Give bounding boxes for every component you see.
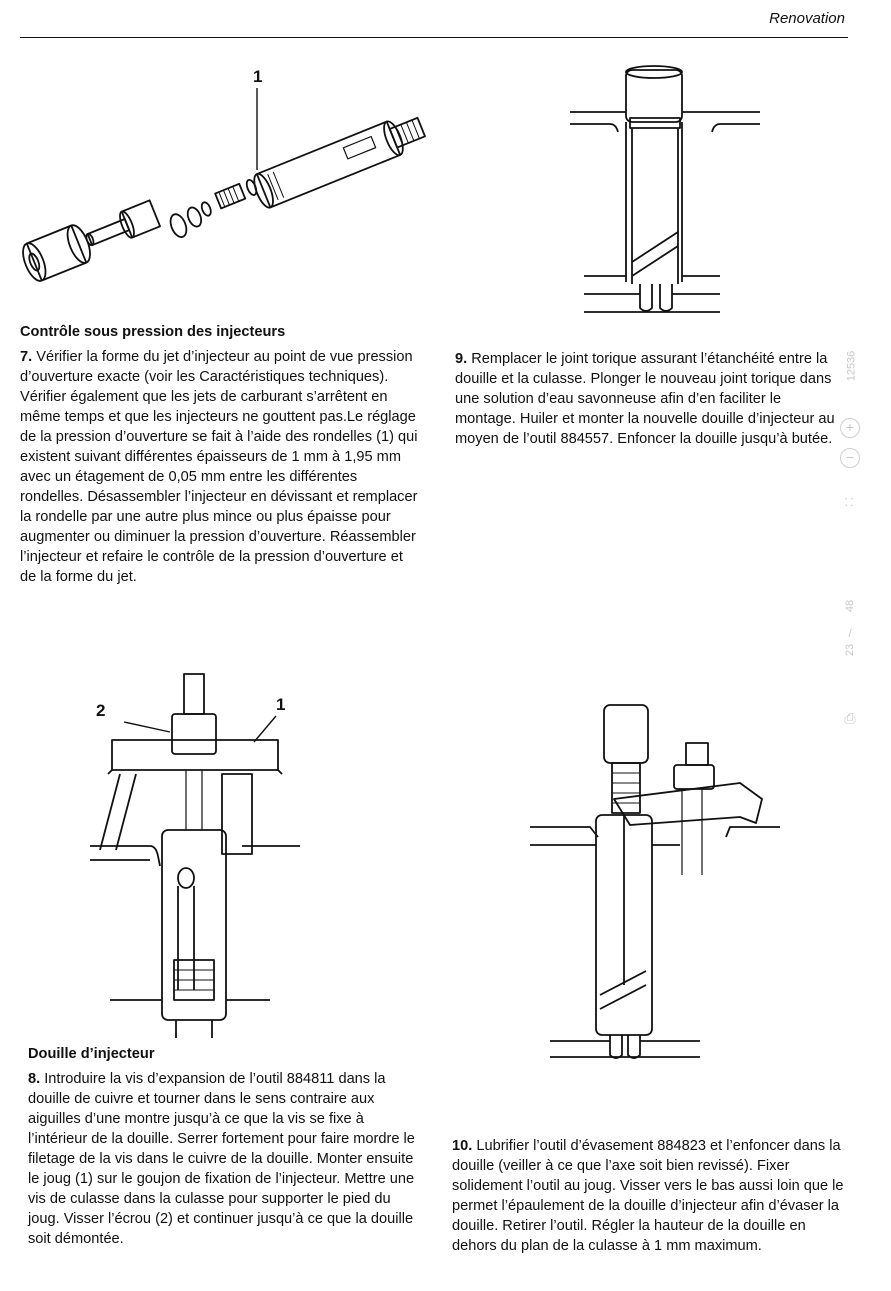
paragraph-body: Remplacer le joint torique assurant l’étanchéité entre la douille et la culasse. Plonger le nouveau joint torique dans une solution d’eau savonneuse afin d’en faciliter le montage. Huiler et monter la nouvelle douille d’injecteur au moyen de l’outil 884557. Enfoncer la douille jusqu’à butée.: [455, 351, 835, 447]
sleeve-removal-drawing: [90, 670, 300, 1040]
step-number: 9.: [455, 351, 468, 367]
flaring-tool-drawing: [530, 695, 780, 1065]
figure-sleeve-removal: [90, 670, 300, 1040]
section-o-ring: [455, 349, 838, 449]
paragraph: [455, 349, 838, 449]
callout-1: 1: [276, 695, 286, 714]
step-number: 7.: [20, 349, 33, 365]
callout-2: 2: [96, 701, 106, 720]
paragraph-body: Introduire la vis d’expansion de l’outil 884811 dans la douille de cuivre et tourner dans le sens contraire aux aiguilles d’une montre jusqu’à ce que la vis se fixe à l’intérieur de la douille. Serrer fortement pour faire mordre le filetage de la vis dans le cuivre de la douille. Monter ensuite le joug (1) sur le goujon de fixation de l’injecteur. Mettre une vis de culasse dans la culasse pour supporter le pied du joug. Visser l’écrou (2) et continuer jusqu’à ce que la douille soit démontée.: [28, 1071, 415, 1247]
paragraph: [28, 1069, 418, 1249]
page-header-title: Renovation: [769, 10, 845, 27]
paragraph-body: Lubrifier l’outil d’évasement 884823 et l’enfoncer dans la douille (veiller à ce que l’axe soit bien revissé). Fixer solidement l’outil au joug. Visser vers le bas aussi loin que le permet l’épaulement de la douille d’injecteur afin d’évaser la douille. Retirer l’outil. Régler la hauteur de la douille en dehors du plan de la culasse à 1 mm maximum.: [452, 1138, 844, 1254]
figure-flaring-tool: [530, 695, 780, 1065]
fit-page-icon[interactable]: ⁚⁚: [844, 497, 856, 509]
sleeve-installation-drawing: [560, 62, 780, 320]
injector-exploded-drawing: [20, 62, 440, 292]
section-injector-sleeve: [28, 1044, 418, 1249]
header-rule: [20, 37, 848, 38]
zoom-out-icon[interactable]: −: [840, 448, 860, 468]
section-pressure-test: [20, 322, 420, 587]
section-heading: Douille d’injecteur: [28, 1046, 155, 1062]
callout-1: 1: [253, 67, 263, 86]
zoom-in-icon[interactable]: +: [840, 418, 860, 438]
paragraph: [20, 347, 420, 587]
viewer-sidebar: [836, 350, 864, 740]
step-number: 8.: [28, 1071, 41, 1087]
paragraph-body: Vérifier la forme du jet d’injecteur au point de vue pression d’ouverture exacte (voir les Caractéristiques techniques). Vérifier également que les jets de carburant s’arrêtent en même temps et que les injecteurs ne gouttent pas.Le réglage de la pression d’ouverture se fait à l’aide des rondelles (1) qui existent suivant différentes épaisseurs de 1 mm à 1,95 mm avec un étagement de 0,05 mm entre les différentes rondelles. Désassembler l’injecteur en dévissant et remplacer la rondelle par une autre plus mince ou plus épaisse pour augmenter ou diminuer la pression d’ouverture. Réassembler l’injecteur et refaire le contrôle de la pression d’ouverture et de la forme du jet.: [20, 349, 418, 585]
page-current[interactable]: 23: [844, 643, 856, 657]
section-heading: Contrôle sous pression des injecteurs: [20, 324, 286, 340]
page-total: 48: [844, 599, 856, 613]
document-id: 12536: [845, 350, 858, 382]
figure-sleeve-installation: [560, 62, 780, 320]
print-icon[interactable]: ⎙: [844, 710, 856, 726]
section-flaring: [452, 1136, 847, 1256]
paragraph: [452, 1136, 847, 1256]
figure-injector-exploded: [20, 62, 440, 292]
page-separator: /: [848, 628, 852, 640]
step-number: 10.: [452, 1138, 473, 1154]
